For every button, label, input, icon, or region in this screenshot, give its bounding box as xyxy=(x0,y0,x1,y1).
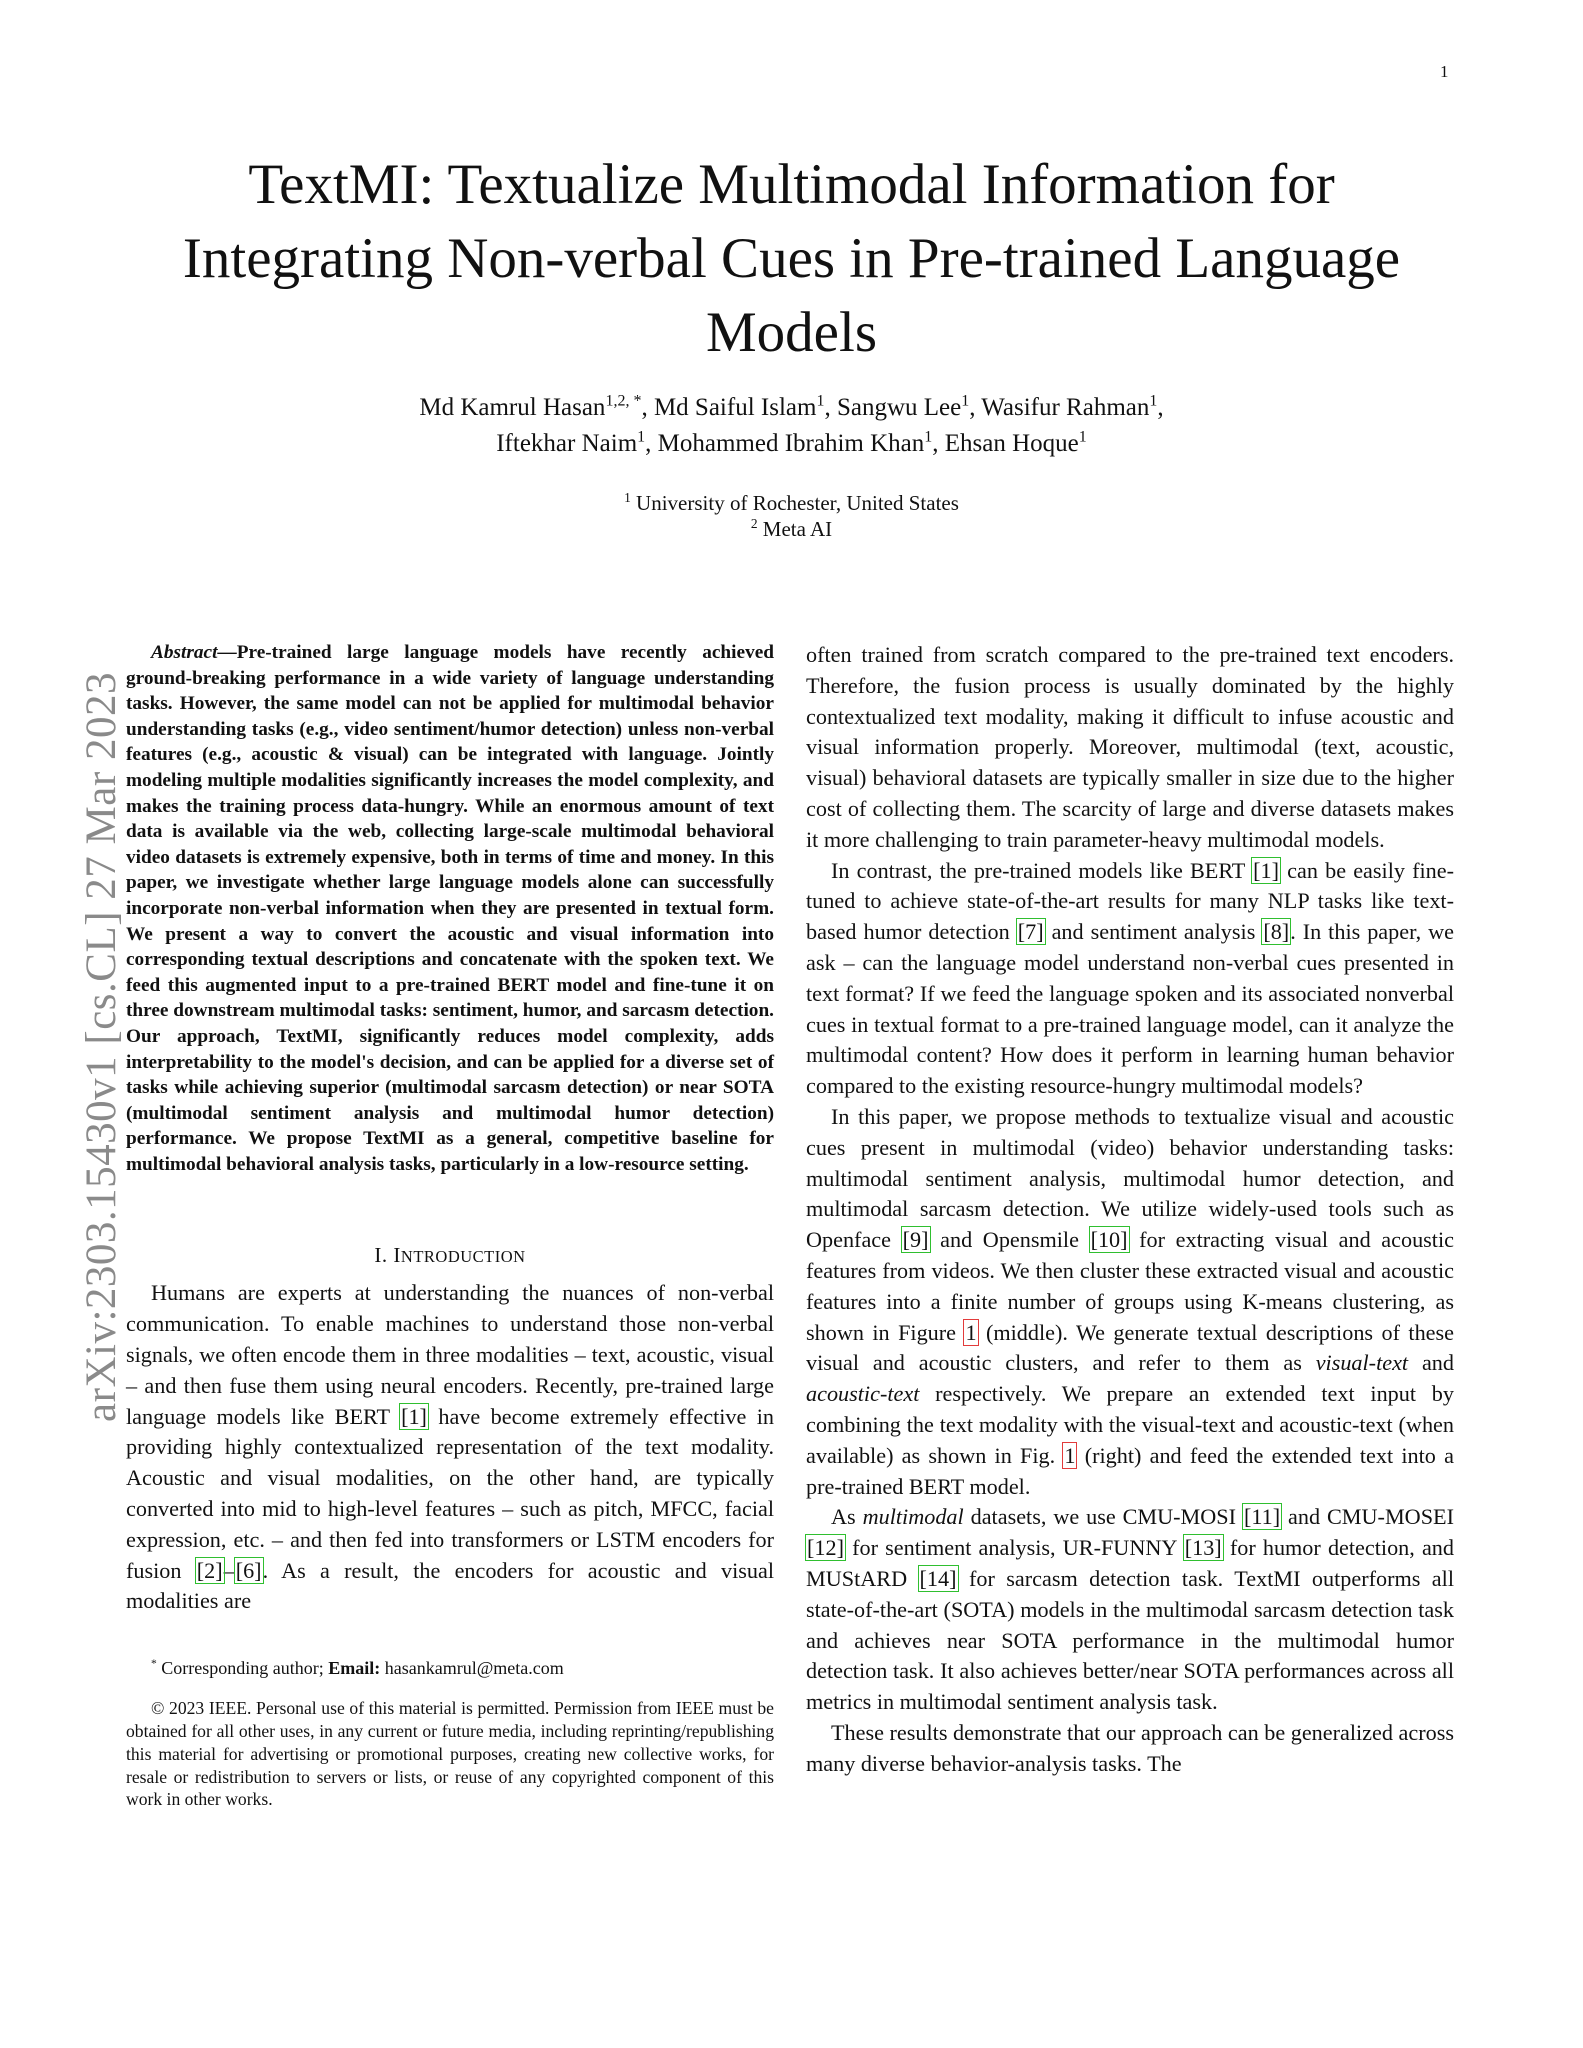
citation-link[interactable]: [10] xyxy=(1090,1227,1128,1253)
affiliations xyxy=(150,490,1433,542)
text-run: for extracting visual and acoustic features from videos. We then cluster these extracted visual and acoustic features into a finite number of groups using K-means clustering, as shown in Figure xyxy=(806,1227,1454,1345)
author-name: Md Kamrul Hasan xyxy=(419,394,606,421)
email-label: Email: xyxy=(328,1658,381,1679)
abstract-label: Abstract xyxy=(151,642,218,663)
footnote-text: Corresponding author; xyxy=(156,1658,329,1679)
text-run: As xyxy=(831,1504,863,1530)
author-name: Ehsan Hoque xyxy=(944,430,1079,457)
paper-title: TextMI: Textualize Multimodal Information for Integrating Non-verbal Cues in Pre-trained Language Models xyxy=(182,153,1401,364)
right-column xyxy=(806,640,1454,1779)
citation-link[interactable]: [8] xyxy=(1263,919,1290,945)
text-run: have become extremely effective in providing highly contextualized representation of the text modality. Acoustic and visual modalities, on the other hand, are typically converted into mid to high-level features – such as pitch, MFCC, facial expression, etc. – and then fed into transformers or LSTM encoders for fusion xyxy=(126,1403,775,1583)
citation-link[interactable]: [1] xyxy=(401,1403,427,1429)
text-run: . In this paper, we ask – can the language model understand non-verbal cues presented in text format? If we feed the language spoken and its associated nonverbal cues in textual format to a pre-trained language model, can it analyze the multimodal content? How does it perform in learning human behavior compared to the existing resource-hungry multimodal models? xyxy=(806,919,1455,1099)
footnote-mark: * xyxy=(151,1658,157,1671)
text-run: (middle). We generate textual descriptions of these visual and acoustic clusters, and refer to them as xyxy=(806,1319,1454,1376)
text-run: – xyxy=(223,1557,235,1583)
author-name: Wasifur Rahman xyxy=(981,394,1150,421)
text-run: and CMU-MOSEI xyxy=(1281,1504,1454,1530)
citation-link[interactable]: [9] xyxy=(902,1227,929,1253)
affiliation xyxy=(150,516,1433,542)
text-run: can be easily fine-tuned to achieve state-of-the-art results for many NLP tasks like text-based humor detection xyxy=(806,857,1454,945)
citation-link[interactable]: [13] xyxy=(1184,1535,1222,1561)
arxiv-identifier: arXiv:2303.15430v1 [cs.CL] 27 Mar 2023 xyxy=(78,672,125,1422)
affiliation-mark: 2 xyxy=(750,516,758,531)
author-affiliation-mark: 1,2, * xyxy=(605,392,642,410)
affiliation xyxy=(150,490,1433,516)
author-name: Iftekhar Naim xyxy=(496,430,638,457)
text-run: and Opensmile xyxy=(929,1227,1090,1253)
text-run: datasets, we use CMU-MOSI xyxy=(963,1504,1243,1530)
text-run: (right) and feed the extended text into a pre-trained BERT model. xyxy=(806,1442,1454,1499)
section-title-initial: I xyxy=(393,1243,401,1268)
figure-reference-link[interactable]: 1 xyxy=(965,1319,977,1345)
author-name: Md Saiful Islam xyxy=(653,394,817,421)
emphasis: acoustic-text xyxy=(806,1381,920,1407)
text-run: and xyxy=(1408,1350,1454,1376)
author-list: Md Kamrul Hasan$^{1,2, *}$, Md Saiful Islam$^1$, Sangwu Lee$^1$, Wasifur Rahman$^1$, Iftekhar Naim$^1$, Mohammed Ibrahim Khan$^1$, Ehsan Hoque$^1$ xyxy=(419,392,1164,457)
citation-link[interactable]: [1] xyxy=(1253,857,1279,883)
citation-link[interactable]: [12] xyxy=(807,1535,844,1561)
text-run: In this paper, we propose methods to textualize visual and acoustic cues present in multimodal (video) behavior understanding tasks: multimodal sentiment analysis, multimodal humor detection, and multimodal sarcasm detection. We utilize widely-used tools such as Openface xyxy=(806,1103,1454,1253)
corresponding-author-footnote xyxy=(126,1657,774,1679)
citation-link[interactable]: [6] xyxy=(235,1557,262,1583)
text-run: and sentiment analysis xyxy=(1044,919,1263,945)
copyright-notice: © 2023 IEEE. Personal use of this material is permitted. Permission from IEEE must be obtained for all other uses, in any current or future media, including reprinting/republishing this material for advertising or promotional purposes, creating new collective works, for resale or redistribution to servers or lists, or reuse of any copyrighted component of this work in other works. xyxy=(126,1698,774,1810)
text-run: Humans are experts at understanding the nuances of non-verbal communication. To enable machines to understand those non-verbal signals, we often encode them in three modalities – text, acoustic, visual – and then fuse them using neural encoders. Recently, pre-trained large language models like BERT xyxy=(126,1280,774,1429)
abstract-text: —Pre-trained large language models have recently achieved ground-breaking performance in a wide variety of language understanding tasks. However, the same model can not be applied for multimodal behavior understanding tasks (e.g., video sentiment/humor detection) unless non-verbal features (e.g., acoustic & visual) can be integrated with language. Jointly modeling multiple modalities significantly increases the model complexity, and makes the training process data-hungry. While an enormous amount of text data is available via the web, collecting large-scale multimodal behavioral video datasets is extremely expensive, both in terms of time and money. In this paper, we investigate whether large language models alone can successfully incorporate non-verbal information when they are presented in textual form. We present a way to convert the acoustic and visual information into corresponding textual descriptions and concatenate with the spoken text. We feed this augmented input to a pre-trained BERT model and fine-tune it on three downstream multimodal tasks: sentiment, humor, and sarcasm detection. Our approach, TextMI, significantly reduces model complexity, adds interpretability to the model's decision, and can be applied for a diverse set of tasks while achieving superior (multimodal sarcasm detection) or near SOTA (multimodal sentiment analysis and multimodal humor detection) performance. We propose TextMI as a general, competitive baseline for multimodal behavioral analysis tasks, particularly in a low-resource setting. xyxy=(126,642,774,1175)
author-affiliation-mark: 1 xyxy=(924,428,933,446)
page-number: 1 xyxy=(1440,62,1449,81)
text-run: for sarcasm detection task. TextMI outperforms all state-of-the-art (SOTA) models in the multimodal sarcasm detection task and achieves near SOTA performance in the multimodal humor detection task. It also achieves better/near SOTA performances across all metrics in multimodal sentiment analysis task. xyxy=(806,1565,1454,1715)
author-affiliation-mark: 1 xyxy=(961,392,970,410)
author-affiliation-mark: 1 xyxy=(637,428,646,446)
affiliation-text: University of Rochester, United States xyxy=(636,491,959,515)
author-affiliation-mark: 1 xyxy=(1149,392,1158,410)
citation-link[interactable]: [14] xyxy=(919,1565,957,1591)
emphasis: multimodal xyxy=(862,1504,964,1530)
section-title-rest: NTRODUCTION xyxy=(400,1247,526,1267)
text-run: respectively. We prepare an extended text input by combining the text modality with the visual-text and acoustic-text (when available) as shown in Fig. xyxy=(806,1381,1454,1468)
intro-paragraph xyxy=(126,1278,774,1617)
intro-paragraph: often trained from scratch compared to the pre-trained text encoders. Therefore, the fusion process is usually dominated by the highly contextualized text modality, making it difficult to infuse acoustic and visual information properly. Moreover, multimodal (text, acoustic, visual) behavioral datasets are typically smaller in size due to the higher cost of collecting them. The scarcity of large and diverse datasets makes it more challenging to train parameter-heavy multimodal models. xyxy=(806,642,1454,852)
author-affiliation-mark: 1 xyxy=(816,392,825,410)
text-run: for humor detection, and MUStARD xyxy=(806,1535,1454,1591)
email-address: hasankamrul@meta.com xyxy=(380,1658,564,1679)
intro-paragraph xyxy=(806,1502,1454,1718)
affiliation-text: Meta AI xyxy=(762,517,833,541)
intro-paragraph xyxy=(806,1102,1454,1502)
author-affiliation-mark: 1 xyxy=(1078,428,1087,446)
figure-reference-link[interactable]: 1 xyxy=(1064,1442,1076,1468)
author-name: Sangwu Lee xyxy=(836,394,962,421)
citation-link[interactable]: [2] xyxy=(196,1557,223,1583)
intro-paragraph xyxy=(806,856,1454,1102)
left-column xyxy=(126,640,774,1811)
citation-link[interactable]: [11] xyxy=(1243,1504,1281,1530)
section-number: I. xyxy=(374,1243,394,1268)
author-name: Mohammed Ibrahim Khan xyxy=(657,430,925,457)
text-run: . As a result, the encoders for acoustic and visual modalities are xyxy=(126,1557,774,1614)
text-run: In contrast, the pre-trained models like BERT xyxy=(831,857,1253,883)
section-heading-introduction xyxy=(126,1243,774,1268)
emphasis: visual-text xyxy=(1315,1350,1409,1376)
text-run: for sentiment analysis, UR-FUNNY xyxy=(844,1535,1184,1561)
citation-link[interactable]: [7] xyxy=(1017,919,1044,945)
abstract xyxy=(126,640,774,1177)
intro-paragraph: These results demonstrate that our approach can be generalized across many diverse behavior-analysis tasks. The xyxy=(806,1719,1454,1776)
affiliation-mark: 1 xyxy=(624,490,631,505)
